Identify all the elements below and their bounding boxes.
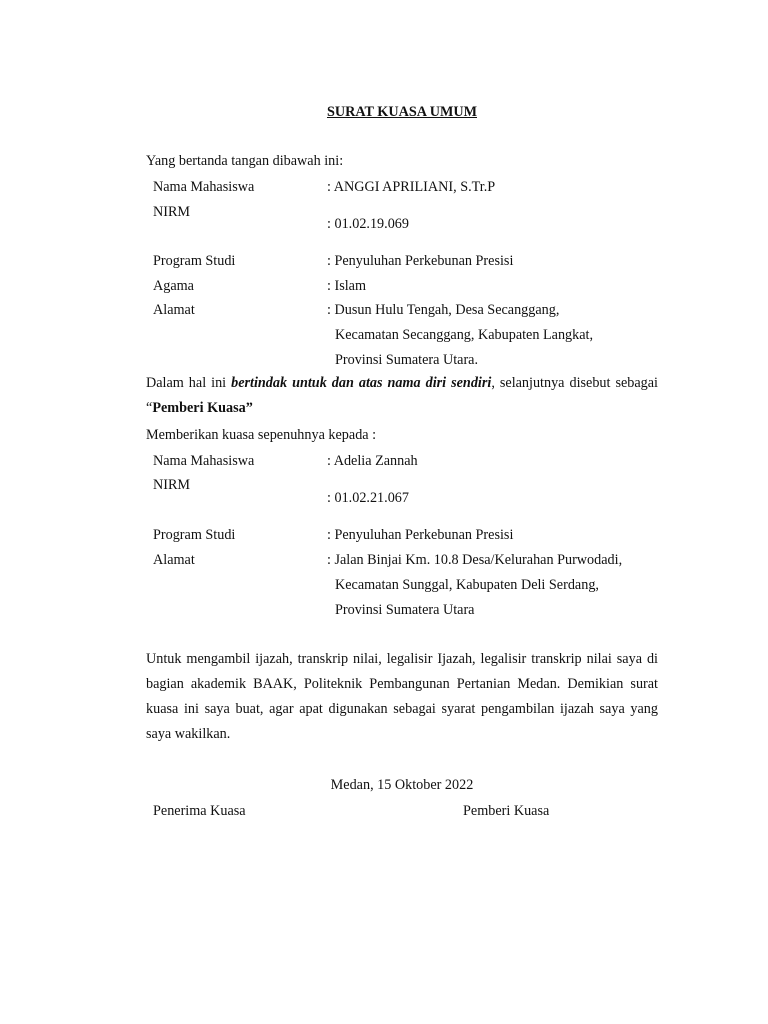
purpose-paragraph: Untuk mengambil ijazah, transkrip nilai, legalisir Ijazah, legalisir transkrip nilai saya di bagian akademik BAAK, Politeknik Pembangunan Pertanian Medan. Demikian surat kuasa ini saya buat, agar apat digunakan sebagai syarat pengambilan ijazah saya yang saya wakilkan. (146, 651, 658, 742)
statement-emphasis: bertindak untuk dan atas nama diri sendiri (231, 375, 492, 391)
giver-religion-label: Agama (153, 278, 194, 294)
giver-address-line1: : Dusun Hulu Tengah, Desa Secanggang, (327, 302, 560, 318)
receiver-name-label: Nama Mahasiswa (153, 453, 255, 469)
giver-address-label: Alamat (153, 302, 195, 318)
giver-address-line3: Provinsi Sumatera Utara. (335, 352, 479, 368)
statement-part1: Dalam hal ini (146, 375, 232, 391)
receiver-address-line1: : Jalan Binjai Km. 10.8 Desa/Kelurahan Purwodadi, (327, 552, 623, 568)
giver-religion-value: : Islam (327, 278, 367, 294)
giver-signature-label: Pemberi Kuasa (463, 803, 550, 819)
giver-program-label: Program Studi (153, 253, 236, 269)
giver-nirm-value: : 01.02.19.069 (327, 216, 409, 232)
receiver-address-line3: Provinsi Sumatera Utara (335, 602, 475, 618)
receiver-address-line2: Kecamatan Sunggal, Kabupaten Deli Serdang, (335, 577, 599, 593)
document-title: SURAT KUASA UMUM (326, 104, 478, 120)
giver-nirm-label: NIRM (153, 204, 191, 220)
intro-text: Yang bertanda tangan dibawah ini: (146, 153, 344, 169)
receiver-program-label: Program Studi (153, 527, 236, 543)
statement-paragraph (146, 371, 658, 421)
receiver-program-value: : Penyuluhan Perkebunan Presisi (327, 527, 514, 543)
place-date: Medan, 15 Oktober 2022 (330, 777, 474, 793)
receiver-address-label: Alamat (153, 552, 195, 568)
giver-program-value: : Penyuluhan Perkebunan Presisi (327, 253, 514, 269)
giver-name-label: Nama Mahasiswa (153, 179, 255, 195)
statement-part2: , selanjutnya disebut sebagai “ (146, 375, 658, 416)
giver-address-line2: Kecamatan Secanggang, Kabupaten Langkat, (335, 327, 594, 343)
receiver-nirm-value: : 01.02.21.067 (327, 490, 409, 506)
giver-name-value: : ANGGI APRILIANI, S.Tr.P (327, 179, 496, 195)
receiver-name-value: : Adelia Zannah (327, 453, 418, 469)
statement-role: Pemberi Kuasa” (152, 400, 253, 416)
receiver-nirm-label: NIRM (153, 477, 191, 493)
grant-intro-text: Memberikan kuasa sepenuhnya kepada : (146, 427, 377, 443)
receiver-signature-label: Penerima Kuasa (153, 803, 246, 819)
